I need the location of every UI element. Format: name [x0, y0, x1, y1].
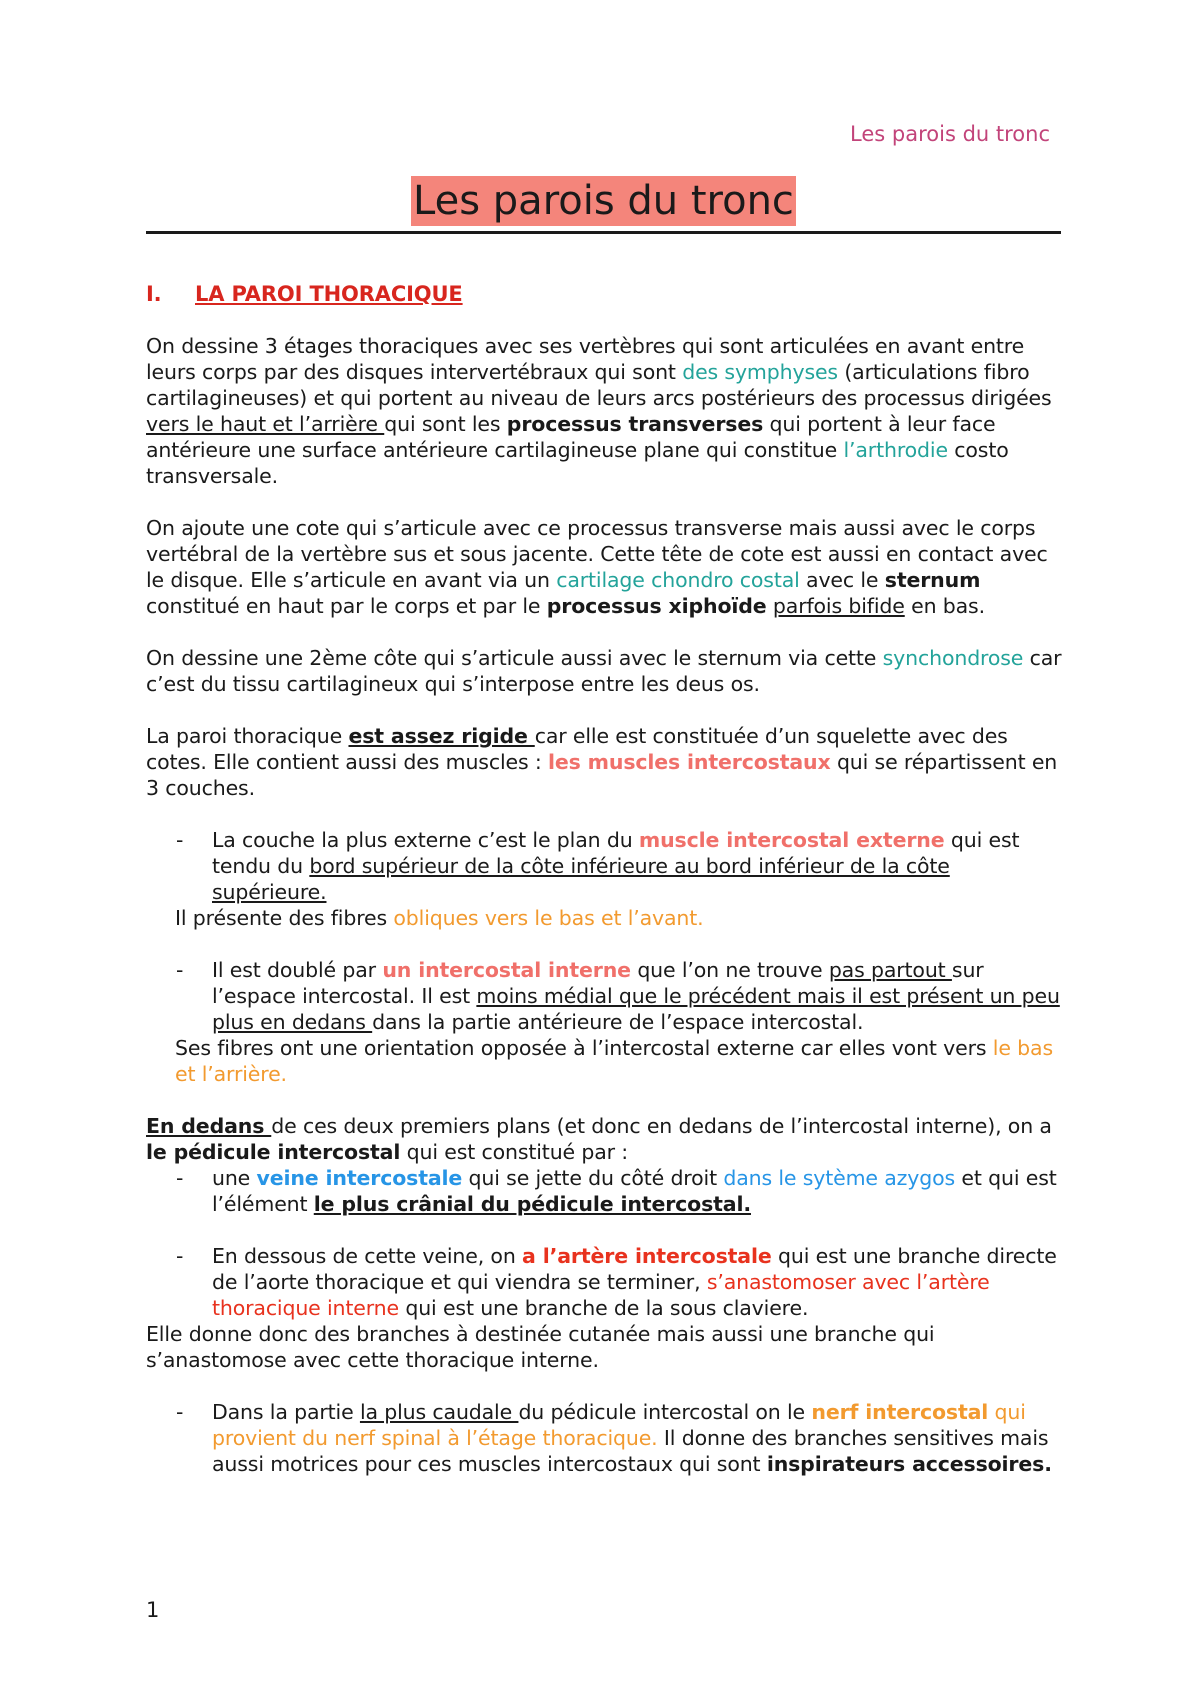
text-run: La paroi thoracique: [146, 724, 349, 748]
term-artere: a l’artère intercostale: [522, 1244, 772, 1268]
list-bullet: -: [176, 958, 184, 982]
list-item: [146, 1399, 1066, 1477]
running-header: Les parois du tronc: [850, 122, 1050, 146]
term-arthrodie: l’arthrodie: [843, 438, 948, 462]
term-intercostal-interne: un intercostal interne: [382, 958, 631, 982]
list-continuation: [146, 905, 1066, 931]
text-run: sur l’espace intercostal. Il est: [212, 958, 984, 1008]
term-processus-transverses: processus transverses: [506, 412, 764, 436]
list-bullet: -: [176, 1166, 184, 1190]
highlighted-text: qui provient du nerf spinal à l’étage thoracique.: [212, 1400, 1026, 1450]
text-run: qui est une branche de la sous claviere.: [398, 1296, 809, 1320]
section-number: I.: [146, 282, 162, 306]
list-item: [146, 957, 1066, 1035]
term-cartilage: cartilage chondro costal: [556, 568, 800, 592]
term-symphyses: des symphyses: [682, 360, 838, 384]
section-heading: [146, 281, 1066, 307]
text-run: Il présente des fibres: [175, 906, 394, 930]
text-run: On dessine 3 étages thoraciques avec ses vertèbres qui sont articulées en avant entre leurs corps par des disques intervertébraux qui sont: [146, 334, 1025, 384]
list-bullet: -: [176, 1244, 184, 1268]
term-sternum: sternum: [884, 568, 981, 592]
text-run: qui portent à leur face antérieure une surface antérieure cartilagineuse plane qui constitue: [146, 412, 996, 462]
text-run: costo transversale.: [146, 438, 1009, 488]
text-run: car elle est constituée d’un squelette avec des cotes. Elle contient aussi des muscles :: [146, 724, 1008, 774]
underlined-bold-text: En dedans: [146, 1114, 272, 1138]
text-run: qui est constitué par :: [400, 1140, 629, 1164]
text-run: avec le: [799, 568, 885, 592]
paragraph-vertebrae: [146, 333, 1066, 489]
list-item: [146, 827, 1066, 905]
text-run: Dans la partie: [212, 1400, 360, 1424]
underlined-text: bord supérieur de la côte inférieure au bord inférieur de la côte supérieure.: [212, 854, 950, 904]
term-inspirateurs: inspirateurs accessoires.: [766, 1452, 1052, 1476]
text-run: Ses fibres ont une orientation opposée à l’intercostal externe car elles vont vers: [175, 1036, 993, 1060]
list-item: [146, 1165, 1066, 1217]
paragraph-pedicule: [146, 1113, 1066, 1165]
section-label: LA PAROI THORACIQUE: [195, 282, 463, 306]
text-run: que l’on ne trouve: [630, 958, 829, 982]
text-run: et qui est l’élément: [212, 1166, 1057, 1216]
term-nerf: nerf intercostal: [811, 1400, 989, 1424]
underlined-bold-text: est assez rigide: [348, 724, 535, 748]
highlighted-text: dans le sytème azygos: [723, 1166, 956, 1190]
text-run: On ajoute une cote qui s’articule avec ce processus transverse mais aussi avec le corps vertébral de la vertèbre sus et sous jacente. Cette tête de cote est aussi en contact avec le disque. Elle s’articule en avant via un: [146, 516, 1048, 592]
page-title: Les parois du tronc: [413, 178, 794, 224]
term-muscles-intercostaux: les muscles intercostaux: [548, 750, 831, 774]
highlighted-text: s’anastomoser avec l’artère thoracique interne: [212, 1270, 990, 1320]
underlined-text: la plus caudale: [359, 1400, 519, 1424]
text-run: qui se répartissent en 3 couches.: [146, 750, 1058, 800]
underlined-text: parfois bifide: [772, 594, 905, 618]
text-run: (articulations fibro cartilagineuses) et qui portent au niveau de leurs arcs postérieurs des processus dirigées: [146, 360, 1052, 410]
underlined-text: pas partout: [828, 958, 952, 982]
term-pedicule: le pédicule intercostal: [146, 1140, 401, 1164]
paragraph-synchondrose: [146, 645, 1066, 697]
term-synchondrose: synchondrose: [882, 646, 1024, 670]
text-run: qui se jette du côté droit: [462, 1166, 724, 1190]
text-run: qui est une branche directe de l’aorte thoracique et qui viendra se terminer,: [212, 1244, 1057, 1294]
text-run: qui sont les: [384, 412, 507, 436]
list-bullet: -: [176, 828, 184, 852]
list-continuation: [146, 1035, 1066, 1087]
list-item: [146, 1243, 1066, 1321]
underlined-text: vers le haut et l’arrière: [146, 412, 385, 436]
paragraph-cote: [146, 515, 1066, 619]
text-run: qui est tendu du: [212, 828, 1020, 878]
term-xiphoide: processus xiphoïde: [546, 594, 767, 618]
text-run: constitué en haut par le corps et par le: [146, 594, 547, 618]
title-block: [146, 176, 1061, 234]
term-intercostal-externe: muscle intercostal externe: [638, 828, 945, 852]
underlined-bold-text: le plus crânial du pédicule intercostal.: [313, 1192, 751, 1216]
underlined-text: moins médial que le précédent mais il est présent un peu plus en dedans: [212, 984, 1060, 1034]
paragraph-paroi: [146, 723, 1066, 801]
document-body: [146, 281, 1066, 1477]
highlighted-text: obliques vers le bas et l’avant.: [393, 906, 704, 930]
text-run: Il donne des branches sensitives mais aussi motrices pour ces muscles intercostaux qui sont: [212, 1426, 1049, 1476]
text-run: de ces deux premiers plans (et donc en dedans de l’intercostal interne), on a: [271, 1114, 1052, 1138]
list-bullet: -: [176, 1400, 184, 1424]
term-veine: veine intercostale: [256, 1166, 463, 1190]
text-run: en bas.: [904, 594, 985, 618]
text-run: On dessine une 2ème côte qui s’articule aussi avec le sternum via cette: [146, 646, 883, 670]
text-run: une: [212, 1166, 257, 1190]
text-run: En dessous de cette veine, on: [212, 1244, 523, 1268]
text-run: dans la partie antérieure de l’espace intercostal.: [372, 1010, 864, 1034]
text-run: du pédicule intercostal on le: [518, 1400, 812, 1424]
highlighted-text: le bas et l’arrière.: [175, 1036, 1053, 1086]
text-run: car c’est du tissu cartilagineux qui s’interpose entre les deus os.: [146, 646, 1062, 696]
text-run: La couche la plus externe c’est le plan du: [212, 828, 639, 852]
page-number: 1: [146, 1598, 160, 1622]
text-run: Il est doublé par: [212, 958, 383, 982]
paragraph-branches: Elle donne donc des branches à destinée cutanée mais aussi une branche qui s’anastomose avec cette thoracique interne.: [146, 1322, 935, 1372]
